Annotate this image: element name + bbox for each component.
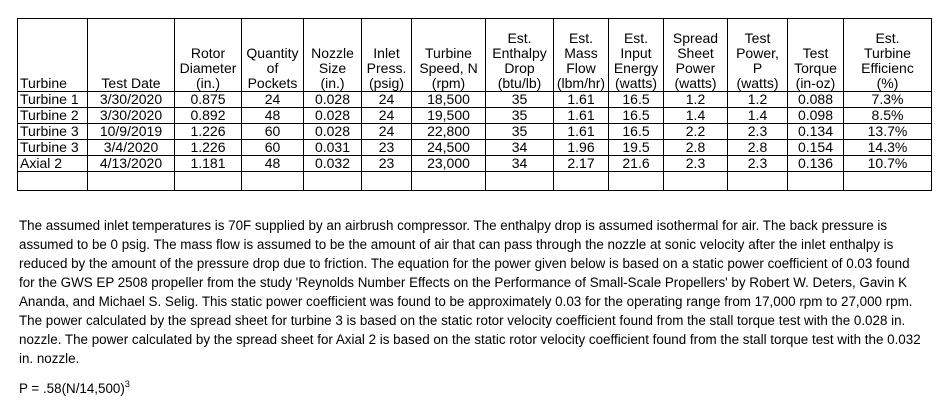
table-cell-input-energy: 16.5 [609,124,664,140]
table-cell-mass-flow: 2.17 [554,156,609,172]
table-cell-turbine: Turbine 3 [18,140,88,156]
table-body [18,92,932,191]
table-cell-efficiency: 10.7% [844,156,932,172]
column-header-line: Pockets [247,75,298,91]
table-cell-pockets: 48 [242,156,304,172]
column-header-line: (watts) [615,75,657,91]
column-header-line: Power [675,60,716,76]
column-header-line: Input [620,45,652,61]
column-header-line: (in.) [195,75,221,91]
column-header-mass-flow [554,19,609,92]
table-cell-empty [304,172,362,191]
table-cell-test-torque: 0.136 [788,156,844,172]
column-header-line: Power, [736,45,779,61]
table-cell-nozzle-size: 0.028 [304,92,362,108]
column-header-line: of [266,60,279,76]
column-header-input-energy [609,19,664,92]
column-header-line: Quantity [246,45,299,61]
column-header-line: (%) [876,75,899,91]
column-header-test-torque [788,19,844,92]
column-header-line: Est. [623,30,649,46]
table-cell-test-date: 10/9/2019 [88,124,175,140]
table-row [18,108,932,124]
table-row [18,92,932,108]
column-header-line: Nozzle [311,45,354,61]
table-cell-inlet-press: 23 [362,140,412,156]
table-cell-rotor-diameter: 1.226 [175,140,242,156]
column-header-line: (watts) [674,75,717,91]
table-cell-turbine: Turbine 3 [18,124,88,140]
table-cell-input-energy: 16.5 [609,108,664,124]
column-header-line: Efficienc [861,60,914,76]
column-header-line: Turbine [864,45,911,61]
table-cell-enthalpy-drop: 34 [486,156,554,172]
power-equation-exponent: 3 [124,379,130,389]
table-cell-rotor-diameter: 1.181 [175,156,242,172]
column-header-inlet-press [362,19,412,92]
column-header-line: Test Date [101,75,161,91]
table-cell-turbine: Turbine 1 [18,92,88,108]
table-cell-test-power: 1.2 [728,92,788,108]
table-cell-empty [844,172,932,191]
table-cell-mass-flow: 1.61 [554,108,609,124]
table-cell-empty [412,172,486,191]
table-cell-turbine-speed: 22,800 [412,124,486,140]
table-cell-test-power: 2.3 [728,156,788,172]
column-header-enthalpy-drop [486,19,554,92]
table-cell-nozzle-size: 0.028 [304,108,362,124]
table-cell-test-power: 2.8 [728,140,788,156]
table-cell-input-energy: 19.5 [609,140,664,156]
table-cell-inlet-press: 24 [362,92,412,108]
table-cell-empty [175,172,242,191]
column-header-line: Test [744,30,771,46]
column-header-line: Mass [564,45,598,61]
table-cell-rotor-diameter: 1.226 [175,124,242,140]
column-header-turbine [18,19,88,92]
column-header-line: Energy [613,60,659,76]
column-header-line: Press. [366,60,407,76]
table-cell-empty [486,172,554,191]
table-cell-enthalpy-drop: 35 [486,124,554,140]
assumptions-notes: The assumed inlet temperatures is 70F supplied by an airbrush compressor. The enthalpy drop is assumed isothermal for air. The back pressure is assumed to be 0 psig. The mass flow is assumed to be the amount of air that can pass through the nozzle at sonic velocity after the inlet enthalpy is reduced by the amount of the pressure drop due to friction. The equation for the power given below is based on a static power coefficient of 0.03 found for the GWS EP 2508 propeller from the study 'Reynolds Number Effects on the Performance of Small-Scale Propellers' by Robert W. Deters, Gavin K Ananda, and Michael S. Selig. This static power coefficient was found to be approximately 0.03 for the operating range from 17,000 rpm to 27,000 rpm. The power calculated by the spread sheet for turbine 3 is based on the static rotor velocity coefficient found from the stall torque test with the 0.028 in. nozzle. The power calculated by the spread sheet for Axial 2 is based on the static rotor velocity coefficient found from the stall torque test with the 0.032 in. nozzle. [19,218,921,366]
table-cell-inlet-press: 23 [362,156,412,172]
table-cell-empty [362,172,412,191]
power-equation-base: P = .58(N/14,500) [19,381,125,396]
table-cell-turbine: Axial 2 [18,156,88,172]
table-cell-empty [554,172,609,191]
column-header-line: Flow [566,60,596,76]
column-header-line: Drop [504,60,535,76]
column-header-line: Est. [875,30,900,46]
column-header-line: Inlet [373,45,400,61]
table-cell-spreadsheet-power: 1.4 [664,108,728,124]
column-header-line: (in-oz) [795,75,836,91]
table-cell-rotor-diameter: 0.892 [175,108,242,124]
table-cell-test-date: 3/4/2020 [88,140,175,156]
table-cell-efficiency: 7.3% [844,92,932,108]
table-cell-mass-flow: 1.96 [554,140,609,156]
column-header-line: Size [318,60,347,76]
table-cell-nozzle-size: 0.032 [304,156,362,172]
table-row [18,124,932,140]
table-cell-spreadsheet-power: 2.3 [664,156,728,172]
table-cell-empty [18,172,88,191]
column-header-efficiency [844,19,932,92]
table-cell-enthalpy-drop: 35 [486,108,554,124]
table-cell-test-torque: 0.088 [788,92,844,108]
column-header-line: (lbm/hr) [556,75,606,91]
table-cell-nozzle-size: 0.031 [304,140,362,156]
table-cell-turbine-speed: 18,500 [412,92,486,108]
table-cell-turbine-speed: 19,500 [412,108,486,124]
column-header-rotor-diameter [175,19,242,92]
table-cell-empty [788,172,844,191]
column-header-test-date [88,19,175,92]
table-cell-spreadsheet-power: 1.2 [664,92,728,108]
column-header-line: (rpm) [431,75,466,91]
table-cell-pockets: 24 [242,92,304,108]
table-cell-mass-flow: 1.61 [554,124,609,140]
table-cell-turbine: Turbine 2 [18,108,88,124]
table-cell-test-date: 3/30/2020 [88,92,175,108]
column-header-line: (in.) [320,75,345,91]
table-cell-spreadsheet-power: 2.2 [664,124,728,140]
table-cell-test-date: 4/13/2020 [88,156,175,172]
table-cell-test-torque: 0.098 [788,108,844,124]
table-row [18,156,932,172]
power-equation [19,376,130,397]
column-header-line: P [752,60,763,76]
table-cell-enthalpy-drop: 35 [486,92,554,108]
table-cell-test-date: 3/30/2020 [88,108,175,124]
table-header-row [18,19,932,92]
column-header-line: Rotor [190,45,226,61]
table-cell-mass-flow: 1.61 [554,92,609,108]
column-header-line: Est. [507,30,532,46]
table-cell-efficiency: 13.7% [844,124,932,140]
table-cell-pockets: 60 [242,124,304,140]
column-header-line: Turbine [425,45,472,61]
table-cell-test-power: 2.3 [728,124,788,140]
column-header-line: Torque [794,60,837,76]
column-header-nozzle-size [304,19,362,92]
column-header-line: (btu/lb) [497,75,542,91]
column-header-line: (watts) [736,75,779,91]
table-row [18,140,932,156]
table-cell-efficiency: 14.3% [844,140,932,156]
table-cell-enthalpy-drop: 34 [486,140,554,156]
column-header-line: Test [802,45,829,61]
table-cell-pockets: 60 [242,140,304,156]
table-cell-empty [728,172,788,191]
table-cell-turbine-speed: 23,000 [412,156,486,172]
table-cell-empty [609,172,664,191]
table-cell-test-torque: 0.134 [788,124,844,140]
column-header-line: (psig) [368,75,404,91]
column-header-line: Speed, N [419,60,478,76]
table-cell-efficiency: 8.5% [844,108,932,124]
table-cell-input-energy: 21.6 [609,156,664,172]
column-header-line: Spread [672,30,719,46]
turbine-test-table [17,18,932,191]
column-header-turbine-speed [412,19,486,92]
table-cell-empty [242,172,304,191]
table-cell-nozzle-size: 0.028 [304,124,362,140]
table-cell-test-power: 1.4 [728,108,788,124]
column-header-line: Turbine [20,75,67,91]
column-header-test-power [728,19,788,92]
table-cell-rotor-diameter: 0.875 [175,92,242,108]
table-row-empty [18,172,932,191]
table-cell-inlet-press: 24 [362,124,412,140]
column-header-pockets [242,19,304,92]
table-cell-pockets: 48 [242,108,304,124]
turbine-test-table-container [17,18,931,191]
table-cell-spreadsheet-power: 2.8 [664,140,728,156]
column-header-line: Sheet [677,45,714,61]
table-cell-inlet-press: 24 [362,108,412,124]
table-cell-test-torque: 0.154 [788,140,844,156]
column-header-line: Est. [568,30,594,46]
column-header-spreadsheet-power [664,19,728,92]
table-cell-empty [88,172,175,191]
table-cell-empty [664,172,728,191]
table-cell-input-energy: 16.5 [609,92,664,108]
table-cell-turbine-speed: 24,500 [412,140,486,156]
column-header-line: Enthalpy [492,45,547,61]
column-header-line: Diameter [179,60,237,76]
